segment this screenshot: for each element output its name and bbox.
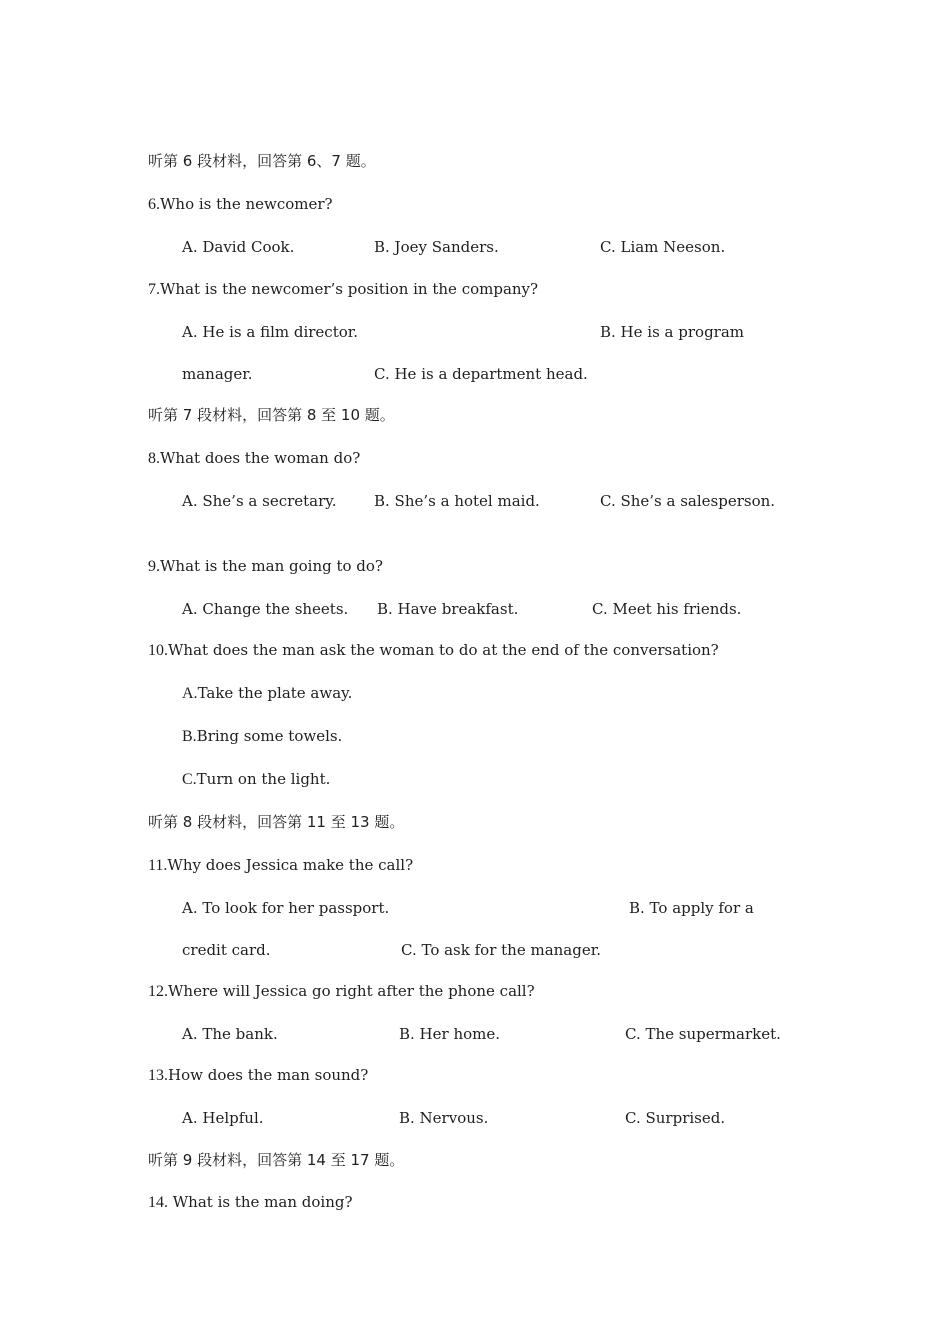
question-8 bbox=[148, 448, 360, 469]
question-number: 12. bbox=[148, 983, 168, 1000]
option-b-continued: credit card. bbox=[182, 941, 271, 959]
question-text: What is the man going to do? bbox=[160, 557, 383, 575]
option-b: B. Nervous. bbox=[399, 1109, 489, 1127]
option-a: A. David Cook. bbox=[182, 238, 295, 256]
option-c: C. To ask for the manager. bbox=[401, 941, 602, 959]
option-c: C. She’s a salesperson. bbox=[600, 492, 776, 510]
question-text: What is the newcomer’s position in the company? bbox=[160, 280, 539, 298]
option-b: B. Have breakfast. bbox=[377, 600, 519, 618]
option-c: C. Surprised. bbox=[625, 1109, 726, 1127]
section-6-instruction: 听第 6 段材料，回答第 6、7 题。 bbox=[148, 152, 376, 170]
option-b: B. He is a program bbox=[600, 323, 745, 341]
question-number: 11. bbox=[148, 857, 168, 874]
option-letter: A. bbox=[182, 685, 198, 702]
option-a: A. He is a film director. bbox=[182, 323, 359, 341]
section-8-instruction: 听第 8 段材料，回答第 11 至 13 题。 bbox=[148, 813, 405, 831]
option-text: Take the plate away. bbox=[197, 684, 353, 702]
question-number: 13. bbox=[148, 1067, 168, 1084]
question-text: Who is the newcomer? bbox=[160, 195, 333, 213]
option-b: B. Her home. bbox=[399, 1025, 501, 1043]
question-number: 6. bbox=[148, 196, 160, 213]
option-c: C. Liam Neeson. bbox=[600, 238, 726, 256]
option-a: A. The bank. bbox=[182, 1025, 278, 1043]
option-c: C. The supermarket. bbox=[625, 1025, 781, 1043]
question-11 bbox=[148, 855, 413, 876]
option-a: A. She’s a secretary. bbox=[182, 492, 337, 510]
option-b bbox=[182, 726, 342, 747]
question-text: What does the man ask the woman to do at the end of the conversation? bbox=[168, 641, 719, 659]
option-letter: B. bbox=[182, 728, 197, 745]
question-text: Where will Jessica go right after the phone call? bbox=[168, 982, 535, 1000]
option-c bbox=[182, 769, 330, 790]
question-number: 7. bbox=[148, 281, 160, 298]
question-number: 8. bbox=[148, 450, 160, 467]
option-a: A. To look for her passport. bbox=[182, 899, 390, 917]
section-9-instruction: 听第 9 段材料，回答第 14 至 17 题。 bbox=[148, 1151, 405, 1169]
option-letter: C. bbox=[182, 771, 197, 788]
option-a bbox=[182, 683, 352, 704]
option-c: C. Meet his friends. bbox=[592, 600, 742, 618]
option-b-continued: manager. bbox=[182, 365, 253, 383]
section-7-instruction: 听第 7 段材料，回答第 8 至 10 题。 bbox=[148, 406, 395, 424]
question-10 bbox=[148, 640, 719, 661]
option-text: Bring some towels. bbox=[196, 727, 343, 745]
option-a: A. Helpful. bbox=[182, 1109, 264, 1127]
question-text: What does the woman do? bbox=[160, 449, 361, 467]
question-text: Why does Jessica make the call? bbox=[167, 856, 414, 874]
option-b: B. She’s a hotel maid. bbox=[374, 492, 540, 510]
option-b: B. Joey Sanders. bbox=[374, 238, 499, 256]
option-c: C. He is a department head. bbox=[374, 365, 588, 383]
question-13 bbox=[148, 1065, 368, 1086]
option-text: Turn on the light. bbox=[196, 770, 331, 788]
option-b: B. To apply for a bbox=[629, 899, 754, 917]
question-number: 9. bbox=[148, 558, 160, 575]
question-text: How does the man sound? bbox=[168, 1066, 369, 1084]
question-number: 14. bbox=[148, 1194, 168, 1211]
question-9 bbox=[148, 556, 383, 577]
question-text: What is the man doing? bbox=[168, 1193, 353, 1211]
question-12 bbox=[148, 981, 535, 1002]
question-6 bbox=[148, 194, 333, 215]
option-a: A. Change the sheets. bbox=[182, 600, 349, 618]
question-number: 10. bbox=[148, 642, 168, 659]
question-7 bbox=[148, 279, 538, 300]
question-14 bbox=[148, 1192, 353, 1213]
